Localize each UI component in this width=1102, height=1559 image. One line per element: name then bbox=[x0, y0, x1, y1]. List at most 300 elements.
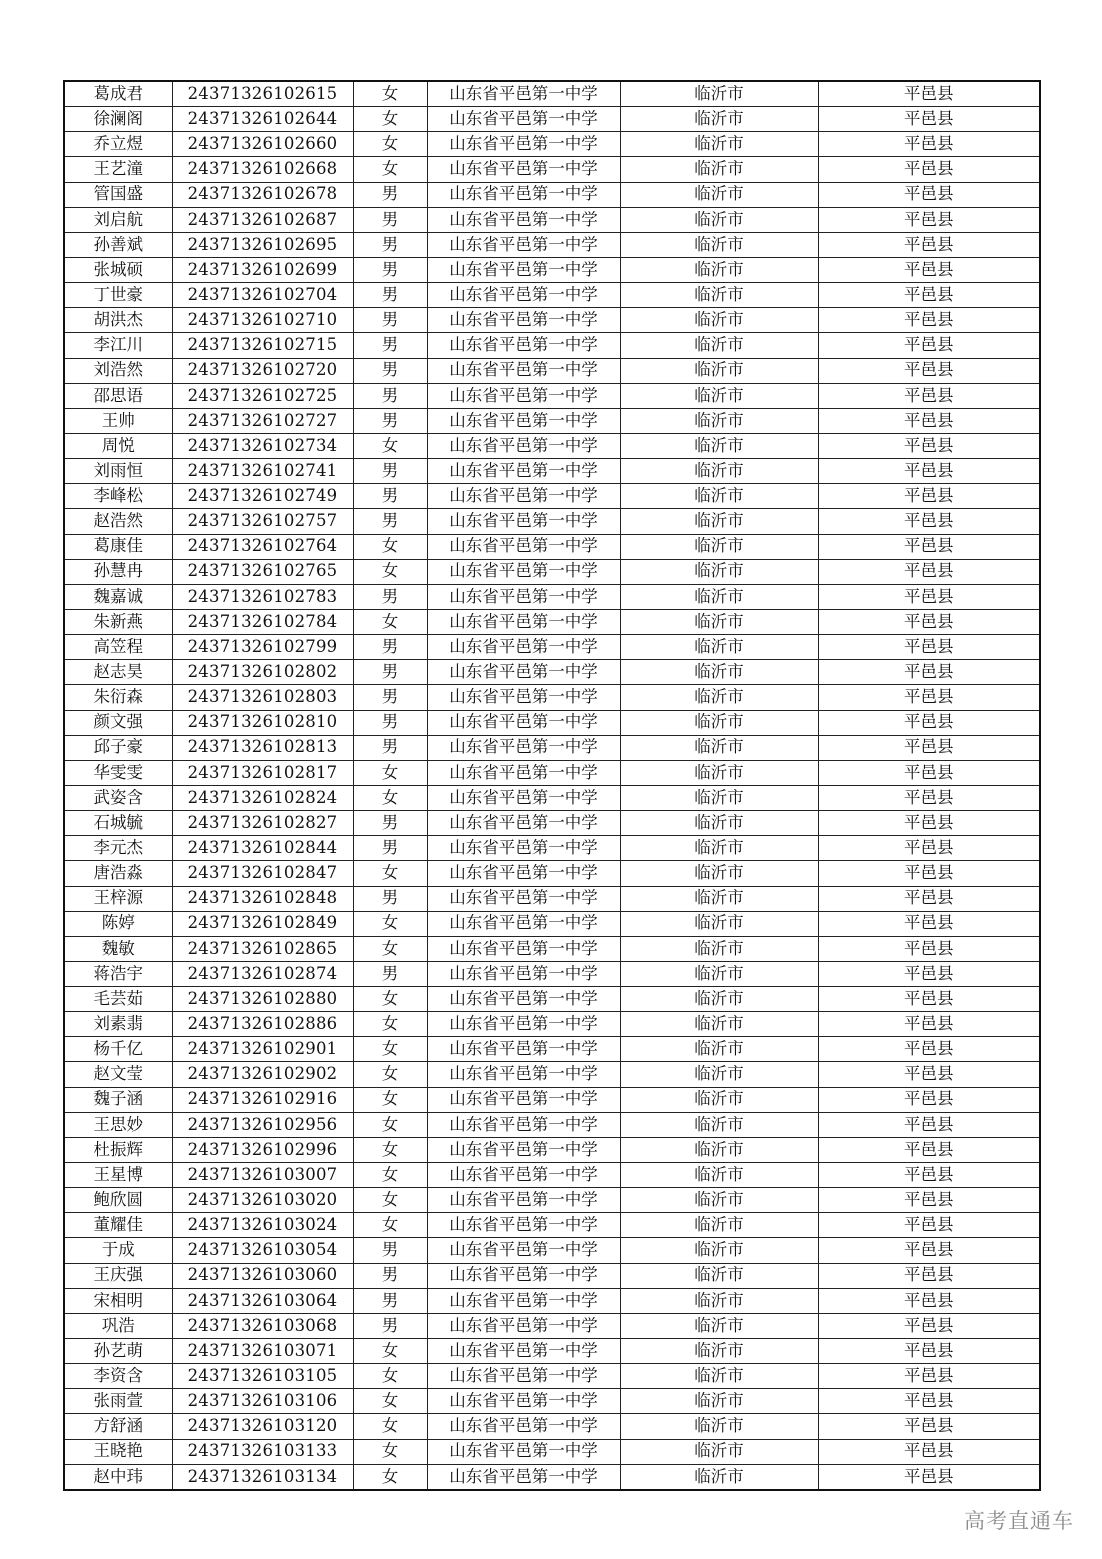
student-name-cell: 董耀佳 bbox=[64, 1213, 172, 1238]
student-name-cell: 方舒涵 bbox=[64, 1414, 172, 1439]
student-name-cell: 赵文莹 bbox=[64, 1062, 172, 1087]
county-cell: 平邑县 bbox=[818, 433, 1040, 458]
table-row bbox=[64, 1137, 1040, 1162]
gender-cell: 男 bbox=[353, 635, 427, 660]
gender-cell: 女 bbox=[353, 1037, 427, 1062]
table-row bbox=[64, 635, 1040, 660]
school-cell: 山东省平邑第一中学 bbox=[427, 383, 620, 408]
city-cell: 临沂市 bbox=[620, 81, 818, 107]
student-name-cell: 王庆强 bbox=[64, 1263, 172, 1288]
gender-cell: 男 bbox=[353, 509, 427, 534]
student-name-cell: 李资含 bbox=[64, 1364, 172, 1389]
student-name-cell: 王帅 bbox=[64, 408, 172, 433]
city-cell: 临沂市 bbox=[620, 760, 818, 785]
student-name-cell: 杨千亿 bbox=[64, 1037, 172, 1062]
county-cell: 平邑县 bbox=[818, 534, 1040, 559]
county-cell: 平邑县 bbox=[818, 1087, 1040, 1112]
exam-id-cell: 24371326102916 bbox=[172, 1087, 353, 1112]
school-cell: 山东省平邑第一中学 bbox=[427, 1414, 620, 1439]
city-cell: 临沂市 bbox=[620, 333, 818, 358]
gender-cell: 女 bbox=[353, 861, 427, 886]
table-row bbox=[64, 408, 1040, 433]
city-cell: 临沂市 bbox=[620, 107, 818, 132]
county-cell: 平邑县 bbox=[818, 157, 1040, 182]
student-name-cell: 管国盛 bbox=[64, 182, 172, 207]
city-cell: 临沂市 bbox=[620, 1414, 818, 1439]
table-row bbox=[64, 660, 1040, 685]
gender-cell: 女 bbox=[353, 987, 427, 1012]
gender-cell: 女 bbox=[353, 1137, 427, 1162]
county-cell: 平邑县 bbox=[818, 459, 1040, 484]
gender-cell: 男 bbox=[353, 283, 427, 308]
gender-cell: 男 bbox=[353, 886, 427, 911]
gender-cell: 女 bbox=[353, 1087, 427, 1112]
gender-cell: 女 bbox=[353, 132, 427, 157]
table-row bbox=[64, 811, 1040, 836]
exam-id-cell: 24371326102803 bbox=[172, 685, 353, 710]
county-cell: 平邑县 bbox=[818, 710, 1040, 735]
county-cell: 平邑县 bbox=[818, 785, 1040, 810]
student-name-cell: 魏敏 bbox=[64, 936, 172, 961]
student-name-cell: 高笠程 bbox=[64, 635, 172, 660]
city-cell: 临沂市 bbox=[620, 609, 818, 634]
city-cell: 临沂市 bbox=[620, 861, 818, 886]
county-cell: 平邑县 bbox=[818, 609, 1040, 634]
county-cell: 平邑县 bbox=[818, 509, 1040, 534]
county-cell: 平邑县 bbox=[818, 911, 1040, 936]
gender-cell: 女 bbox=[353, 1012, 427, 1037]
gender-cell: 男 bbox=[353, 836, 427, 861]
city-cell: 临沂市 bbox=[620, 1163, 818, 1188]
gender-cell: 男 bbox=[353, 232, 427, 257]
student-name-cell: 周悦 bbox=[64, 433, 172, 458]
gender-cell: 男 bbox=[353, 1288, 427, 1313]
gender-cell: 男 bbox=[353, 484, 427, 509]
exam-id-cell: 24371326102720 bbox=[172, 358, 353, 383]
table-row bbox=[64, 936, 1040, 961]
table-row bbox=[64, 559, 1040, 584]
county-cell: 平邑县 bbox=[818, 408, 1040, 433]
county-cell: 平邑县 bbox=[818, 735, 1040, 760]
exam-id-cell: 24371326102765 bbox=[172, 559, 353, 584]
student-name-cell: 陈婷 bbox=[64, 911, 172, 936]
school-cell: 山东省平邑第一中学 bbox=[427, 987, 620, 1012]
school-cell: 山东省平邑第一中学 bbox=[427, 1263, 620, 1288]
city-cell: 临沂市 bbox=[620, 509, 818, 534]
student-name-cell: 华雯雯 bbox=[64, 760, 172, 785]
table-row bbox=[64, 861, 1040, 886]
school-cell: 山东省平邑第一中学 bbox=[427, 358, 620, 383]
exam-id-cell: 24371326102783 bbox=[172, 584, 353, 609]
city-cell: 临沂市 bbox=[620, 132, 818, 157]
student-name-cell: 赵志昊 bbox=[64, 660, 172, 685]
table-row bbox=[64, 1414, 1040, 1439]
county-cell: 平邑县 bbox=[818, 484, 1040, 509]
exam-id-cell: 24371326102880 bbox=[172, 987, 353, 1012]
table-row bbox=[64, 509, 1040, 534]
table-row bbox=[64, 1439, 1040, 1464]
school-cell: 山东省平邑第一中学 bbox=[427, 1037, 620, 1062]
city-cell: 临沂市 bbox=[620, 257, 818, 282]
exam-id-cell: 24371326103071 bbox=[172, 1339, 353, 1364]
city-cell: 临沂市 bbox=[620, 660, 818, 685]
table-row bbox=[64, 1062, 1040, 1087]
table-row bbox=[64, 1188, 1040, 1213]
gender-cell: 男 bbox=[353, 584, 427, 609]
gender-cell: 男 bbox=[353, 182, 427, 207]
student-name-cell: 杜振辉 bbox=[64, 1137, 172, 1162]
gender-cell: 女 bbox=[353, 107, 427, 132]
city-cell: 临沂市 bbox=[620, 635, 818, 660]
county-cell: 平邑县 bbox=[818, 333, 1040, 358]
city-cell: 临沂市 bbox=[620, 1364, 818, 1389]
county-cell: 平邑县 bbox=[818, 182, 1040, 207]
student-name-cell: 魏子涵 bbox=[64, 1087, 172, 1112]
gender-cell: 男 bbox=[353, 660, 427, 685]
exam-id-cell: 24371326102817 bbox=[172, 760, 353, 785]
gender-cell: 女 bbox=[353, 1439, 427, 1464]
city-cell: 临沂市 bbox=[620, 1037, 818, 1062]
exam-id-cell: 24371326102810 bbox=[172, 710, 353, 735]
student-name-cell: 孙艺萌 bbox=[64, 1339, 172, 1364]
student-name-cell: 刘雨恒 bbox=[64, 459, 172, 484]
city-cell: 临沂市 bbox=[620, 1263, 818, 1288]
table-row bbox=[64, 1288, 1040, 1313]
student-name-cell: 丁世豪 bbox=[64, 283, 172, 308]
exam-id-cell: 24371326103105 bbox=[172, 1364, 353, 1389]
county-cell: 平邑县 bbox=[818, 1012, 1040, 1037]
exam-id-cell: 24371326103106 bbox=[172, 1389, 353, 1414]
exam-id-cell: 24371326102847 bbox=[172, 861, 353, 886]
student-name-cell: 刘浩然 bbox=[64, 358, 172, 383]
school-cell: 山东省平邑第一中学 bbox=[427, 785, 620, 810]
exam-id-cell: 24371326103007 bbox=[172, 1163, 353, 1188]
exam-id-cell: 24371326103134 bbox=[172, 1464, 353, 1490]
gender-cell: 男 bbox=[353, 358, 427, 383]
gender-cell: 女 bbox=[353, 911, 427, 936]
school-cell: 山东省平邑第一中学 bbox=[427, 157, 620, 182]
city-cell: 临沂市 bbox=[620, 559, 818, 584]
school-cell: 山东省平邑第一中学 bbox=[427, 433, 620, 458]
gender-cell: 女 bbox=[353, 433, 427, 458]
county-cell: 平邑县 bbox=[818, 358, 1040, 383]
student-name-cell: 徐澜阁 bbox=[64, 107, 172, 132]
county-cell: 平邑县 bbox=[818, 1439, 1040, 1464]
table-row bbox=[64, 132, 1040, 157]
student-name-cell: 宋相明 bbox=[64, 1288, 172, 1313]
school-cell: 山东省平邑第一中学 bbox=[427, 710, 620, 735]
school-cell: 山东省平邑第一中学 bbox=[427, 1213, 620, 1238]
student-name-cell: 赵浩然 bbox=[64, 509, 172, 534]
school-cell: 山东省平邑第一中学 bbox=[427, 484, 620, 509]
city-cell: 临沂市 bbox=[620, 433, 818, 458]
school-cell: 山东省平邑第一中学 bbox=[427, 735, 620, 760]
school-cell: 山东省平邑第一中学 bbox=[427, 961, 620, 986]
city-cell: 临沂市 bbox=[620, 484, 818, 509]
county-cell: 平邑县 bbox=[818, 811, 1040, 836]
gender-cell: 男 bbox=[353, 961, 427, 986]
exam-id-cell: 24371326103060 bbox=[172, 1263, 353, 1288]
student-name-cell: 邱子豪 bbox=[64, 735, 172, 760]
school-cell: 山东省平邑第一中学 bbox=[427, 584, 620, 609]
school-cell: 山东省平邑第一中学 bbox=[427, 609, 620, 634]
county-cell: 平邑县 bbox=[818, 836, 1040, 861]
exam-id-cell: 24371326103120 bbox=[172, 1414, 353, 1439]
gender-cell: 男 bbox=[353, 811, 427, 836]
city-cell: 临沂市 bbox=[620, 936, 818, 961]
city-cell: 临沂市 bbox=[620, 1339, 818, 1364]
student-name-cell: 赵中玮 bbox=[64, 1464, 172, 1490]
county-cell: 平邑县 bbox=[818, 1288, 1040, 1313]
exam-id-cell: 24371326102874 bbox=[172, 961, 353, 986]
exam-id-cell: 24371326103024 bbox=[172, 1213, 353, 1238]
school-cell: 山东省平邑第一中学 bbox=[427, 1062, 620, 1087]
gender-cell: 男 bbox=[353, 1263, 427, 1288]
student-name-cell: 王思妙 bbox=[64, 1112, 172, 1137]
city-cell: 临沂市 bbox=[620, 1137, 818, 1162]
school-cell: 山东省平邑第一中学 bbox=[427, 333, 620, 358]
gender-cell: 女 bbox=[353, 609, 427, 634]
roster-body bbox=[64, 81, 1040, 1490]
table-row bbox=[64, 911, 1040, 936]
school-cell: 山东省平邑第一中学 bbox=[427, 1389, 620, 1414]
gender-cell: 男 bbox=[353, 383, 427, 408]
exam-id-cell: 24371326103054 bbox=[172, 1238, 353, 1263]
student-name-cell: 刘素翡 bbox=[64, 1012, 172, 1037]
table-row bbox=[64, 257, 1040, 282]
city-cell: 临沂市 bbox=[620, 836, 818, 861]
city-cell: 临沂市 bbox=[620, 232, 818, 257]
exam-id-cell: 24371326102996 bbox=[172, 1137, 353, 1162]
school-cell: 山东省平邑第一中学 bbox=[427, 760, 620, 785]
city-cell: 临沂市 bbox=[620, 383, 818, 408]
city-cell: 临沂市 bbox=[620, 685, 818, 710]
gender-cell: 女 bbox=[353, 1414, 427, 1439]
gender-cell: 女 bbox=[353, 559, 427, 584]
student-name-cell: 于成 bbox=[64, 1238, 172, 1263]
exam-id-cell: 24371326102668 bbox=[172, 157, 353, 182]
school-cell: 山东省平邑第一中学 bbox=[427, 308, 620, 333]
gender-cell: 男 bbox=[353, 1313, 427, 1338]
student-name-cell: 巩浩 bbox=[64, 1313, 172, 1338]
school-cell: 山东省平邑第一中学 bbox=[427, 660, 620, 685]
table-row bbox=[64, 886, 1040, 911]
school-cell: 山东省平邑第一中学 bbox=[427, 1188, 620, 1213]
school-cell: 山东省平邑第一中学 bbox=[427, 408, 620, 433]
table-row bbox=[64, 358, 1040, 383]
school-cell: 山东省平邑第一中学 bbox=[427, 886, 620, 911]
county-cell: 平邑县 bbox=[818, 886, 1040, 911]
exam-id-cell: 24371326103133 bbox=[172, 1439, 353, 1464]
county-cell: 平邑县 bbox=[818, 1112, 1040, 1137]
gender-cell: 女 bbox=[353, 1364, 427, 1389]
gender-cell: 女 bbox=[353, 785, 427, 810]
city-cell: 临沂市 bbox=[620, 1313, 818, 1338]
student-name-cell: 王艺潼 bbox=[64, 157, 172, 182]
table-row bbox=[64, 785, 1040, 810]
school-cell: 山东省平邑第一中学 bbox=[427, 182, 620, 207]
county-cell: 平邑县 bbox=[818, 107, 1040, 132]
student-name-cell: 颜文强 bbox=[64, 710, 172, 735]
school-cell: 山东省平邑第一中学 bbox=[427, 1238, 620, 1263]
table-row bbox=[64, 383, 1040, 408]
exam-id-cell: 24371326102749 bbox=[172, 484, 353, 509]
city-cell: 临沂市 bbox=[620, 1112, 818, 1137]
exam-id-cell: 24371326102764 bbox=[172, 534, 353, 559]
gender-cell: 男 bbox=[353, 459, 427, 484]
gender-cell: 女 bbox=[353, 1163, 427, 1188]
county-cell: 平邑县 bbox=[818, 1037, 1040, 1062]
city-cell: 临沂市 bbox=[620, 1464, 818, 1490]
student-name-cell: 石城毓 bbox=[64, 811, 172, 836]
county-cell: 平邑县 bbox=[818, 1339, 1040, 1364]
county-cell: 平邑县 bbox=[818, 559, 1040, 584]
table-row bbox=[64, 1012, 1040, 1037]
table-row bbox=[64, 1163, 1040, 1188]
student-name-cell: 蒋浩宇 bbox=[64, 961, 172, 986]
school-cell: 山东省平邑第一中学 bbox=[427, 936, 620, 961]
table-row bbox=[64, 1339, 1040, 1364]
table-row bbox=[64, 1263, 1040, 1288]
city-cell: 临沂市 bbox=[620, 1087, 818, 1112]
school-cell: 山东省平邑第一中学 bbox=[427, 836, 620, 861]
watermark-text: 高考直通车 bbox=[964, 1509, 1074, 1533]
county-cell: 平邑县 bbox=[818, 81, 1040, 107]
city-cell: 临沂市 bbox=[620, 584, 818, 609]
county-cell: 平邑县 bbox=[818, 961, 1040, 986]
exam-id-cell: 24371326102734 bbox=[172, 433, 353, 458]
city-cell: 临沂市 bbox=[620, 408, 818, 433]
exam-id-cell: 24371326103068 bbox=[172, 1313, 353, 1338]
exam-id-cell: 24371326102827 bbox=[172, 811, 353, 836]
gender-cell: 男 bbox=[353, 408, 427, 433]
table-row bbox=[64, 584, 1040, 609]
table-row bbox=[64, 433, 1040, 458]
student-name-cell: 乔立煜 bbox=[64, 132, 172, 157]
gender-cell: 女 bbox=[353, 1188, 427, 1213]
school-cell: 山东省平邑第一中学 bbox=[427, 1339, 620, 1364]
county-cell: 平邑县 bbox=[818, 1464, 1040, 1490]
city-cell: 临沂市 bbox=[620, 1389, 818, 1414]
county-cell: 平邑县 bbox=[818, 1389, 1040, 1414]
table-row bbox=[64, 207, 1040, 232]
table-row bbox=[64, 1087, 1040, 1112]
student-name-cell: 孙善斌 bbox=[64, 232, 172, 257]
gender-cell: 男 bbox=[353, 308, 427, 333]
student-name-cell: 张城硕 bbox=[64, 257, 172, 282]
gender-cell: 男 bbox=[353, 735, 427, 760]
student-name-cell: 王梓源 bbox=[64, 886, 172, 911]
table-row bbox=[64, 836, 1040, 861]
school-cell: 山东省平邑第一中学 bbox=[427, 1288, 620, 1313]
table-row bbox=[64, 534, 1040, 559]
school-cell: 山东省平邑第一中学 bbox=[427, 1012, 620, 1037]
county-cell: 平邑县 bbox=[818, 283, 1040, 308]
school-cell: 山东省平邑第一中学 bbox=[427, 1439, 620, 1464]
exam-id-cell: 24371326102704 bbox=[172, 283, 353, 308]
school-cell: 山东省平邑第一中学 bbox=[427, 861, 620, 886]
student-name-cell: 毛芸茹 bbox=[64, 987, 172, 1012]
school-cell: 山东省平邑第一中学 bbox=[427, 1112, 620, 1137]
school-cell: 山东省平邑第一中学 bbox=[427, 1137, 620, 1162]
student-name-cell: 葛康佳 bbox=[64, 534, 172, 559]
student-name-cell: 李元杰 bbox=[64, 836, 172, 861]
gender-cell: 女 bbox=[353, 1464, 427, 1490]
table-row bbox=[64, 308, 1040, 333]
city-cell: 临沂市 bbox=[620, 534, 818, 559]
student-name-cell: 魏嘉诚 bbox=[64, 584, 172, 609]
school-cell: 山东省平邑第一中学 bbox=[427, 534, 620, 559]
city-cell: 临沂市 bbox=[620, 308, 818, 333]
table-row bbox=[64, 484, 1040, 509]
city-cell: 临沂市 bbox=[620, 157, 818, 182]
table-row bbox=[64, 987, 1040, 1012]
exam-id-cell: 24371326103020 bbox=[172, 1188, 353, 1213]
city-cell: 临沂市 bbox=[620, 182, 818, 207]
table-row bbox=[64, 760, 1040, 785]
gender-cell: 女 bbox=[353, 157, 427, 182]
school-cell: 山东省平邑第一中学 bbox=[427, 911, 620, 936]
school-cell: 山东省平邑第一中学 bbox=[427, 132, 620, 157]
table-row bbox=[64, 1313, 1040, 1338]
city-cell: 临沂市 bbox=[620, 710, 818, 735]
county-cell: 平邑县 bbox=[818, 760, 1040, 785]
student-name-cell: 王星博 bbox=[64, 1163, 172, 1188]
student-name-cell: 葛成君 bbox=[64, 81, 172, 107]
county-cell: 平邑县 bbox=[818, 207, 1040, 232]
county-cell: 平邑县 bbox=[818, 1188, 1040, 1213]
county-cell: 平邑县 bbox=[818, 1213, 1040, 1238]
exam-id-cell: 24371326103064 bbox=[172, 1288, 353, 1313]
school-cell: 山东省平邑第一中学 bbox=[427, 559, 620, 584]
exam-id-cell: 24371326102802 bbox=[172, 660, 353, 685]
city-cell: 临沂市 bbox=[620, 911, 818, 936]
school-cell: 山东省平邑第一中学 bbox=[427, 107, 620, 132]
gender-cell: 男 bbox=[353, 207, 427, 232]
county-cell: 平邑县 bbox=[818, 584, 1040, 609]
student-name-cell: 胡洪杰 bbox=[64, 308, 172, 333]
exam-id-cell: 24371326102660 bbox=[172, 132, 353, 157]
table-row bbox=[64, 1037, 1040, 1062]
city-cell: 临沂市 bbox=[620, 961, 818, 986]
exam-id-cell: 24371326102849 bbox=[172, 911, 353, 936]
exam-id-cell: 24371326102848 bbox=[172, 886, 353, 911]
city-cell: 临沂市 bbox=[620, 1288, 818, 1313]
table-row bbox=[64, 232, 1040, 257]
table-row bbox=[64, 1364, 1040, 1389]
county-cell: 平邑县 bbox=[818, 635, 1040, 660]
student-name-cell: 张雨萱 bbox=[64, 1389, 172, 1414]
exam-id-cell: 24371326102956 bbox=[172, 1112, 353, 1137]
school-cell: 山东省平邑第一中学 bbox=[427, 1313, 620, 1338]
exam-id-cell: 24371326102715 bbox=[172, 333, 353, 358]
exam-id-cell: 24371326102741 bbox=[172, 459, 353, 484]
exam-id-cell: 24371326102813 bbox=[172, 735, 353, 760]
student-name-cell: 武姿含 bbox=[64, 785, 172, 810]
school-cell: 山东省平邑第一中学 bbox=[427, 1163, 620, 1188]
student-name-cell: 唐浩淼 bbox=[64, 861, 172, 886]
student-name-cell: 刘启航 bbox=[64, 207, 172, 232]
county-cell: 平邑县 bbox=[818, 861, 1040, 886]
exam-id-cell: 24371326102615 bbox=[172, 81, 353, 107]
exam-id-cell: 24371326102799 bbox=[172, 635, 353, 660]
school-cell: 山东省平邑第一中学 bbox=[427, 685, 620, 710]
county-cell: 平邑县 bbox=[818, 987, 1040, 1012]
county-cell: 平邑县 bbox=[818, 660, 1040, 685]
city-cell: 临沂市 bbox=[620, 207, 818, 232]
gender-cell: 女 bbox=[353, 1112, 427, 1137]
school-cell: 山东省平邑第一中学 bbox=[427, 1464, 620, 1490]
